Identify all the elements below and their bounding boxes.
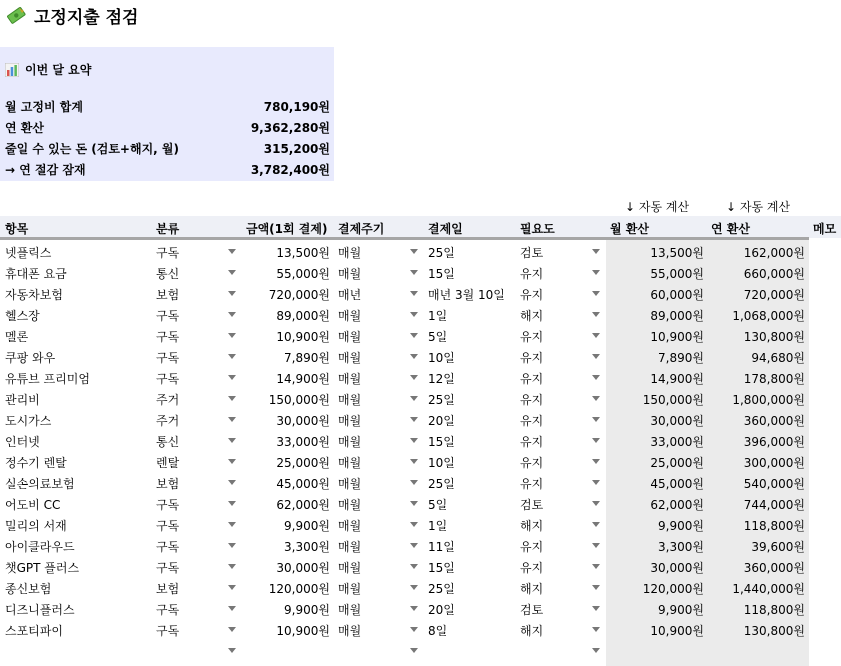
cell-category-select[interactable]: 보험 bbox=[156, 477, 180, 491]
cell-cycle-select[interactable]: 매월 bbox=[338, 246, 362, 260]
cell-necessity-select[interactable]: 유지 bbox=[520, 372, 544, 386]
cell-yearly: 720,000원 bbox=[743, 288, 805, 302]
cell-necessity-select[interactable]: 검토 bbox=[520, 498, 544, 512]
cell-category-select[interactable]: 구독 bbox=[156, 519, 180, 533]
table-row bbox=[0, 640, 841, 661]
summary-row-savings-potential bbox=[5, 159, 330, 179]
table-row bbox=[0, 304, 841, 325]
cell-necessity-select[interactable]: 유지 bbox=[520, 561, 544, 575]
summary-row-savable bbox=[5, 138, 330, 158]
dropdown-arrow-icon[interactable] bbox=[592, 480, 600, 485]
cell-pay-day[interactable]: 10일 bbox=[428, 456, 455, 470]
cell-necessity-select[interactable]: 유지 bbox=[520, 288, 544, 302]
cell-item[interactable]: 실손의료보험 bbox=[5, 477, 75, 491]
dropdown-arrow-icon[interactable] bbox=[228, 270, 236, 275]
cell-cycle-select[interactable]: 매월 bbox=[338, 540, 362, 554]
cell-yearly: 360,000원 bbox=[743, 414, 805, 428]
cell-category-select[interactable]: 주거 bbox=[156, 393, 180, 407]
summary-panel bbox=[0, 47, 334, 181]
table-row bbox=[0, 598, 841, 619]
cell-monthly: 33,000원 bbox=[650, 435, 704, 449]
table-row bbox=[0, 556, 841, 577]
col-header-monthly[interactable]: 월 환산 bbox=[610, 222, 649, 236]
cell-amount[interactable]: 30,000원 bbox=[276, 414, 330, 428]
cell-item[interactable]: 스포티파이 bbox=[5, 624, 63, 638]
cell-monthly: 9,900원 bbox=[658, 603, 704, 617]
cell-amount[interactable]: 10,900원 bbox=[276, 624, 330, 638]
cell-necessity-select[interactable]: 유지 bbox=[520, 540, 544, 554]
table-row bbox=[0, 346, 841, 367]
dropdown-arrow-icon[interactable] bbox=[228, 417, 236, 422]
dropdown-arrow-icon[interactable] bbox=[228, 396, 236, 401]
cell-item[interactable]: 자동차보험 bbox=[5, 288, 63, 302]
cell-yearly: 300,000원 bbox=[743, 456, 805, 470]
cell-item[interactable]: 헬스장 bbox=[5, 309, 40, 323]
cell-item[interactable]: 휴대폰 요금 bbox=[5, 267, 67, 281]
summary-label: 줄일 수 있는 돈 (검토+해지, 월) bbox=[5, 141, 179, 156]
dropdown-arrow-icon[interactable] bbox=[592, 606, 600, 611]
cell-cycle-select[interactable]: 매월 bbox=[338, 456, 362, 470]
cell-amount[interactable]: 7,890원 bbox=[284, 351, 330, 365]
dropdown-arrow-icon[interactable] bbox=[592, 396, 600, 401]
table-row bbox=[0, 283, 841, 304]
cell-item[interactable]: 인터넷 bbox=[5, 435, 40, 449]
cell-category-select[interactable]: 구독 bbox=[156, 498, 180, 512]
table-row bbox=[0, 388, 841, 409]
dropdown-arrow-icon[interactable] bbox=[228, 522, 236, 527]
table-row bbox=[0, 619, 841, 640]
cell-cycle-select[interactable]: 매월 bbox=[338, 267, 362, 281]
summary-row-monthly-total bbox=[5, 96, 330, 116]
cell-monthly: 14,900원 bbox=[650, 372, 704, 386]
table-row bbox=[0, 577, 841, 598]
cell-item[interactable]: 도시가스 bbox=[5, 414, 52, 428]
dropdown-arrow-icon[interactable] bbox=[228, 249, 236, 254]
cell-yearly: 118,800원 bbox=[743, 603, 805, 617]
dropdown-arrow-icon[interactable] bbox=[228, 606, 236, 611]
cell-monthly: 62,000원 bbox=[650, 498, 704, 512]
money-icon bbox=[6, 5, 26, 25]
cell-pay-day[interactable]: 25일 bbox=[428, 582, 455, 596]
cell-pay-day[interactable]: 8일 bbox=[428, 624, 448, 638]
cell-cycle-select[interactable]: 매월 bbox=[338, 498, 362, 512]
cell-amount[interactable]: 45,000원 bbox=[276, 477, 330, 491]
dropdown-arrow-icon[interactable] bbox=[592, 291, 600, 296]
dropdown-arrow-icon[interactable] bbox=[592, 648, 600, 653]
cell-pay-day[interactable]: 10일 bbox=[428, 351, 455, 365]
cell-amount[interactable]: 62,000원 bbox=[276, 498, 330, 512]
cell-necessity-select[interactable]: 유지 bbox=[520, 267, 544, 281]
cell-pay-day[interactable]: 5일 bbox=[428, 330, 448, 344]
dropdown-arrow-icon[interactable] bbox=[410, 417, 418, 422]
dropdown-arrow-icon[interactable] bbox=[592, 627, 600, 632]
cell-necessity-select[interactable]: 해지 bbox=[520, 582, 544, 596]
dropdown-arrow-icon[interactable] bbox=[228, 333, 236, 338]
dropdown-arrow-icon[interactable] bbox=[592, 438, 600, 443]
table-row bbox=[0, 325, 841, 346]
summary-row-yearly bbox=[5, 117, 330, 137]
cell-amount[interactable]: 89,000원 bbox=[276, 309, 330, 323]
cell-item[interactable]: 디즈니플러스 bbox=[5, 603, 75, 617]
dropdown-arrow-icon[interactable] bbox=[228, 585, 236, 590]
cell-category-select[interactable]: 구독 bbox=[156, 330, 180, 344]
summary-value: 3,782,400원 bbox=[250, 162, 330, 177]
cell-monthly: 30,000원 bbox=[650, 561, 704, 575]
cell-necessity-select[interactable]: 검토 bbox=[520, 246, 544, 260]
dropdown-arrow-icon[interactable] bbox=[410, 438, 418, 443]
cell-pay-day[interactable]: 11일 bbox=[428, 540, 455, 554]
dropdown-arrow-icon[interactable] bbox=[410, 564, 418, 569]
dropdown-arrow-icon[interactable] bbox=[228, 291, 236, 296]
dropdown-arrow-icon[interactable] bbox=[228, 564, 236, 569]
cell-cycle-select[interactable]: 매월 bbox=[338, 582, 362, 596]
cell-pay-day[interactable]: 25일 bbox=[428, 477, 455, 491]
dropdown-arrow-icon[interactable] bbox=[410, 333, 418, 338]
cell-category-select[interactable]: 구독 bbox=[156, 246, 180, 260]
cell-cycle-select[interactable]: 매월 bbox=[338, 519, 362, 533]
cell-yearly: 130,800원 bbox=[743, 624, 805, 638]
cell-yearly: 744,000원 bbox=[743, 498, 805, 512]
cell-necessity-select[interactable]: 유지 bbox=[520, 477, 544, 491]
col-header-yearly[interactable]: 연 환산 bbox=[711, 222, 750, 236]
cell-yearly: 94,680원 bbox=[751, 351, 805, 365]
dropdown-arrow-icon[interactable] bbox=[410, 249, 418, 254]
cell-amount[interactable]: 9,900원 bbox=[284, 519, 330, 533]
cell-necessity-select[interactable]: 유지 bbox=[520, 330, 544, 344]
dropdown-arrow-icon[interactable] bbox=[410, 459, 418, 464]
cell-category-select[interactable]: 렌탈 bbox=[156, 456, 180, 470]
cell-yearly: 540,000원 bbox=[743, 477, 805, 491]
cell-category-select[interactable]: 구독 bbox=[156, 624, 180, 638]
dropdown-arrow-icon[interactable] bbox=[592, 564, 600, 569]
dropdown-arrow-icon[interactable] bbox=[228, 627, 236, 632]
dropdown-arrow-icon[interactable] bbox=[592, 417, 600, 422]
cell-cycle-select[interactable]: 매월 bbox=[338, 624, 362, 638]
summary-label: 연 환산 bbox=[5, 120, 44, 135]
cell-yearly: 130,800원 bbox=[743, 330, 805, 344]
cell-monthly: 89,000원 bbox=[650, 309, 704, 323]
cell-category-select[interactable]: 구독 bbox=[156, 540, 180, 554]
cell-necessity-select[interactable]: 유지 bbox=[520, 393, 544, 407]
cell-monthly: 10,900원 bbox=[650, 330, 704, 344]
cell-yearly: 396,000원 bbox=[743, 435, 805, 449]
cell-monthly: 9,900원 bbox=[658, 519, 704, 533]
dropdown-arrow-icon[interactable] bbox=[592, 312, 600, 317]
cell-pay-day[interactable]: 15일 bbox=[428, 561, 455, 575]
cell-yearly: 360,000원 bbox=[743, 561, 805, 575]
dropdown-arrow-icon[interactable] bbox=[228, 501, 236, 506]
cell-monthly: 60,000원 bbox=[650, 288, 704, 302]
cell-necessity-select[interactable]: 유지 bbox=[520, 456, 544, 470]
cell-necessity-select[interactable]: 검토 bbox=[520, 603, 544, 617]
cell-necessity-select[interactable]: 해지 bbox=[520, 309, 544, 323]
cell-yearly: 660,000원 bbox=[743, 267, 805, 281]
col-header-memo[interactable]: 메모 bbox=[813, 222, 837, 236]
dropdown-arrow-icon[interactable] bbox=[410, 543, 418, 548]
cell-amount[interactable]: 720,000원 bbox=[268, 288, 330, 302]
dropdown-arrow-icon[interactable] bbox=[410, 648, 418, 653]
cell-cycle-select[interactable]: 매월 bbox=[338, 351, 362, 365]
cell-yearly: 39,600원 bbox=[751, 540, 805, 554]
cell-pay-day[interactable]: 25일 bbox=[428, 246, 455, 260]
cell-pay-day[interactable]: 12일 bbox=[428, 372, 455, 386]
cell-item[interactable]: 관리비 bbox=[5, 393, 40, 407]
cell-pay-day[interactable]: 15일 bbox=[428, 267, 455, 281]
cell-cycle-select[interactable]: 매월 bbox=[338, 393, 362, 407]
cell-monthly: 120,000원 bbox=[642, 582, 704, 596]
cell-category-select[interactable]: 보험 bbox=[156, 288, 180, 302]
cell-pay-day[interactable]: 매년 3월 10일 bbox=[428, 288, 505, 302]
dropdown-arrow-icon[interactable] bbox=[592, 501, 600, 506]
cell-pay-day[interactable]: 5일 bbox=[428, 498, 448, 512]
cell-pay-day[interactable]: 20일 bbox=[428, 414, 455, 428]
summary-heading-text: 이번 달 요약 bbox=[25, 63, 92, 77]
dropdown-arrow-icon[interactable] bbox=[592, 522, 600, 527]
page-title: 고정지출 점검 bbox=[34, 7, 139, 28]
cell-necessity-select[interactable]: 해지 bbox=[520, 519, 544, 533]
dropdown-arrow-icon[interactable] bbox=[410, 501, 418, 506]
dropdown-arrow-icon[interactable] bbox=[228, 648, 236, 653]
table-header bbox=[0, 216, 841, 238]
dropdown-arrow-icon[interactable] bbox=[592, 375, 600, 380]
dropdown-arrow-icon[interactable] bbox=[592, 585, 600, 590]
cell-cycle-select[interactable]: 매월 bbox=[338, 414, 362, 428]
cell-category-select[interactable]: 구독 bbox=[156, 309, 180, 323]
summary-heading bbox=[5, 61, 91, 78]
table-row bbox=[0, 367, 841, 388]
cell-amount[interactable]: 25,000원 bbox=[276, 456, 330, 470]
table-row bbox=[0, 514, 841, 535]
table-row bbox=[0, 241, 841, 262]
cell-cycle-select[interactable]: 매월 bbox=[338, 372, 362, 386]
cell-cycle-select[interactable]: 매월 bbox=[338, 330, 362, 344]
cell-category-select[interactable]: 통신 bbox=[156, 267, 180, 281]
table-row bbox=[0, 493, 841, 514]
dropdown-arrow-icon[interactable] bbox=[410, 354, 418, 359]
cell-yearly: 178,800원 bbox=[743, 372, 805, 386]
summary-label: → 연 절감 잠재 bbox=[5, 162, 86, 177]
cell-pay-day[interactable]: 25일 bbox=[428, 393, 455, 407]
page-title-bar bbox=[6, 2, 138, 28]
cell-yearly: 118,800원 bbox=[743, 519, 805, 533]
cell-cycle-select[interactable]: 매월 bbox=[338, 435, 362, 449]
cell-cycle-select[interactable]: 매월 bbox=[338, 603, 362, 617]
dropdown-arrow-icon[interactable] bbox=[410, 396, 418, 401]
cell-item[interactable]: 아이클라우드 bbox=[5, 540, 75, 554]
dropdown-arrow-icon[interactable] bbox=[410, 522, 418, 527]
dropdown-arrow-icon[interactable] bbox=[410, 606, 418, 611]
cell-yearly: 1,800,000원 bbox=[732, 393, 805, 407]
cell-category-select[interactable]: 구독 bbox=[156, 603, 180, 617]
cell-pay-day[interactable]: 1일 bbox=[428, 519, 448, 533]
cell-pay-day[interactable]: 1일 bbox=[428, 309, 448, 323]
cell-category-select[interactable]: 구독 bbox=[156, 351, 180, 365]
cell-item[interactable]: 쿠팡 와우 bbox=[5, 351, 56, 365]
dropdown-arrow-icon[interactable] bbox=[592, 543, 600, 548]
dropdown-arrow-icon[interactable] bbox=[410, 480, 418, 485]
cell-monthly: 13,500원 bbox=[650, 246, 704, 260]
cell-item[interactable]: 종신보험 bbox=[5, 582, 52, 596]
cell-amount[interactable]: 3,300원 bbox=[284, 540, 330, 554]
col-header-item[interactable]: 항목 bbox=[5, 222, 29, 236]
bar-chart-icon bbox=[5, 63, 19, 77]
dropdown-arrow-icon[interactable] bbox=[410, 270, 418, 275]
dropdown-arrow-icon[interactable] bbox=[410, 375, 418, 380]
table-row bbox=[0, 535, 841, 556]
cell-amount[interactable]: 14,900원 bbox=[276, 372, 330, 386]
cell-amount[interactable]: 10,900원 bbox=[276, 330, 330, 344]
cell-item[interactable]: 어도비 CC bbox=[5, 498, 61, 512]
table-row bbox=[0, 451, 841, 472]
cell-cycle-select[interactable]: 매월 bbox=[338, 561, 362, 575]
dropdown-arrow-icon[interactable] bbox=[592, 354, 600, 359]
cell-item[interactable]: 챗GPT 플러스 bbox=[5, 561, 80, 575]
cell-necessity-select[interactable]: 해지 bbox=[520, 624, 544, 638]
dropdown-arrow-icon[interactable] bbox=[410, 627, 418, 632]
cell-monthly: 25,000원 bbox=[650, 456, 704, 470]
dropdown-arrow-icon[interactable] bbox=[592, 249, 600, 254]
auto-calc-note-yearly: ↓ 자동 계산 bbox=[726, 200, 791, 214]
cell-amount[interactable]: 33,000원 bbox=[276, 435, 330, 449]
col-header-category[interactable]: 분류 bbox=[156, 222, 180, 236]
cell-category-select[interactable]: 통신 bbox=[156, 435, 180, 449]
cell-category-select[interactable]: 주거 bbox=[156, 414, 180, 428]
table-row bbox=[0, 262, 841, 283]
summary-value: 315,200원 bbox=[263, 141, 330, 156]
cell-yearly: 1,068,000원 bbox=[732, 309, 805, 323]
dropdown-arrow-icon[interactable] bbox=[228, 438, 236, 443]
cell-amount[interactable]: 30,000원 bbox=[276, 561, 330, 575]
cell-monthly: 10,900원 bbox=[650, 624, 704, 638]
cell-item[interactable]: 유튜브 프리미엄 bbox=[5, 372, 90, 386]
cell-yearly: 162,000원 bbox=[743, 246, 805, 260]
dropdown-arrow-icon[interactable] bbox=[228, 480, 236, 485]
dropdown-arrow-icon[interactable] bbox=[228, 375, 236, 380]
cell-item[interactable]: 넷플릭스 bbox=[5, 246, 52, 260]
auto-calc-note-monthly: ↓ 자동 계산 bbox=[625, 200, 690, 214]
cell-amount[interactable]: 13,500원 bbox=[276, 246, 330, 260]
summary-value: 9,362,280원 bbox=[250, 120, 330, 135]
col-header-amount[interactable]: 금액(1회 결제) bbox=[246, 222, 328, 236]
cell-pay-day[interactable]: 20일 bbox=[428, 603, 455, 617]
cell-cycle-select[interactable]: 매년 bbox=[338, 288, 362, 302]
cell-category-select[interactable]: 보험 bbox=[156, 582, 180, 596]
col-header-necessity[interactable]: 필요도 bbox=[520, 222, 555, 236]
cell-amount[interactable]: 9,900원 bbox=[284, 603, 330, 617]
cell-item[interactable]: 밀리의 서재 bbox=[5, 519, 67, 533]
summary-value: 780,190원 bbox=[263, 99, 330, 114]
dropdown-arrow-icon[interactable] bbox=[592, 459, 600, 464]
cell-yearly: 1,440,000원 bbox=[732, 582, 805, 596]
dropdown-arrow-icon[interactable] bbox=[228, 459, 236, 464]
table-row bbox=[0, 430, 841, 451]
dropdown-arrow-icon[interactable] bbox=[592, 333, 600, 338]
dropdown-arrow-icon[interactable] bbox=[410, 291, 418, 296]
cell-item[interactable]: 멜론 bbox=[5, 330, 29, 344]
cell-monthly: 55,000원 bbox=[650, 267, 704, 281]
cell-monthly: 3,300원 bbox=[658, 540, 704, 554]
cell-monthly: 30,000원 bbox=[650, 414, 704, 428]
cell-item[interactable]: 정수기 렌탈 bbox=[5, 456, 67, 470]
table-row bbox=[0, 472, 841, 493]
cell-amount[interactable]: 120,000원 bbox=[268, 582, 330, 596]
cell-cycle-select[interactable]: 매월 bbox=[338, 477, 362, 491]
dropdown-arrow-icon[interactable] bbox=[410, 585, 418, 590]
cell-necessity-select[interactable]: 유지 bbox=[520, 414, 544, 428]
table-row bbox=[0, 409, 841, 430]
cell-monthly: 150,000원 bbox=[642, 393, 704, 407]
col-header-cycle[interactable]: 결제주기 bbox=[338, 222, 385, 236]
dropdown-arrow-icon[interactable] bbox=[228, 312, 236, 317]
col-header-pay-day[interactable]: 결제일 bbox=[428, 222, 463, 236]
cell-monthly: 45,000원 bbox=[650, 477, 704, 491]
dropdown-arrow-icon[interactable] bbox=[410, 312, 418, 317]
cell-monthly: 7,890원 bbox=[658, 351, 704, 365]
cell-pay-day[interactable]: 15일 bbox=[428, 435, 455, 449]
dropdown-arrow-icon[interactable] bbox=[228, 543, 236, 548]
cell-necessity-select[interactable]: 유지 bbox=[520, 351, 544, 365]
cell-amount[interactable]: 150,000원 bbox=[268, 393, 330, 407]
cell-category-select[interactable]: 구독 bbox=[156, 561, 180, 575]
cell-necessity-select[interactable]: 유지 bbox=[520, 435, 544, 449]
dropdown-arrow-icon[interactable] bbox=[592, 270, 600, 275]
cell-category-select[interactable]: 구독 bbox=[156, 372, 180, 386]
summary-label: 월 고정비 합계 bbox=[5, 99, 83, 114]
cell-cycle-select[interactable]: 매월 bbox=[338, 309, 362, 323]
dropdown-arrow-icon[interactable] bbox=[228, 354, 236, 359]
cell-amount[interactable]: 55,000원 bbox=[276, 267, 330, 281]
